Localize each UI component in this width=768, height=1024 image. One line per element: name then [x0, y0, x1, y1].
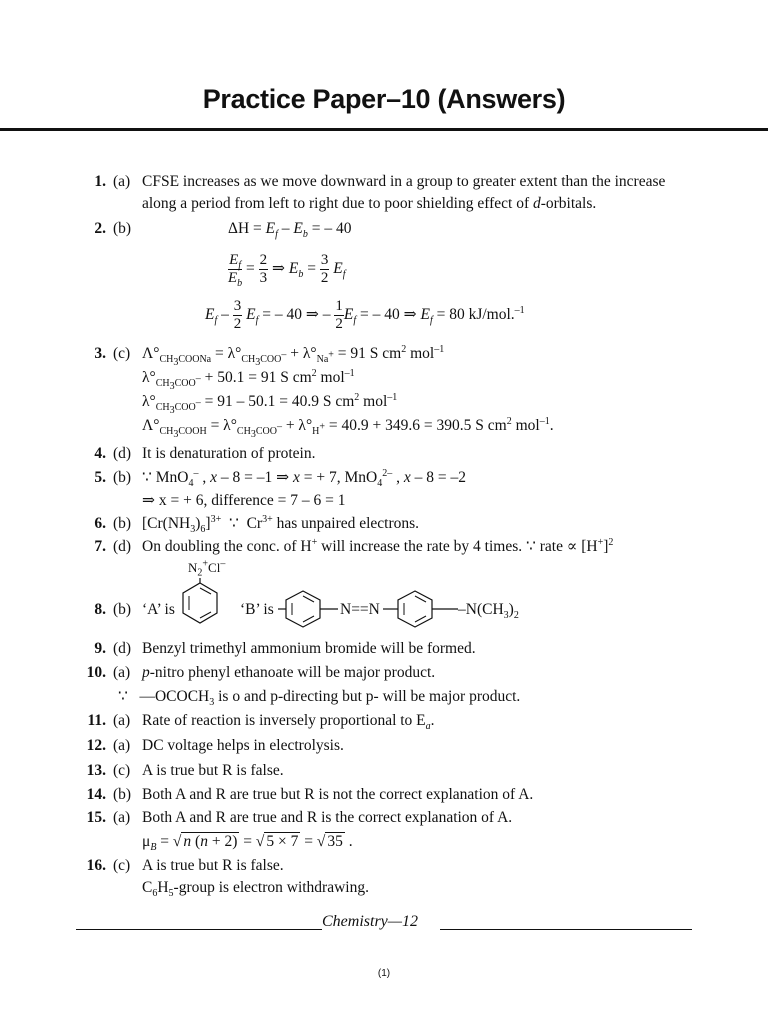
diazonium-label: $N_2^+Cl^-$ — [188, 558, 226, 579]
structure-b-azo-rings — [278, 587, 463, 633]
footer-rule-right — [440, 929, 692, 930]
answer-text: It is denaturation of protein. — [142, 445, 316, 462]
azo-link: N==N — [340, 601, 380, 618]
answer-option: (b) — [113, 220, 132, 237]
structure-a-benzene-ring — [180, 578, 220, 628]
answer-option: (a) — [113, 173, 131, 190]
page-title: Practice Paper–10 (Answers) — [202, 84, 566, 114]
page-number: (1) — [377, 968, 391, 979]
footer-subject: Chemistry—12 — [322, 913, 418, 930]
answer-option: (c) — [113, 345, 131, 362]
title-rule — [0, 128, 768, 131]
answer-text: CFSE increases as we move downward in a group to greater extent than the increase — [142, 173, 666, 190]
answer-number: 1. — [94, 173, 106, 190]
equation: $\Delta H = E_f - E_b$ = – 40 — [228, 220, 352, 241]
answer-number: 3. — [94, 345, 106, 362]
footer-rule-left — [76, 929, 322, 930]
answer-number: 2. — [94, 220, 106, 237]
